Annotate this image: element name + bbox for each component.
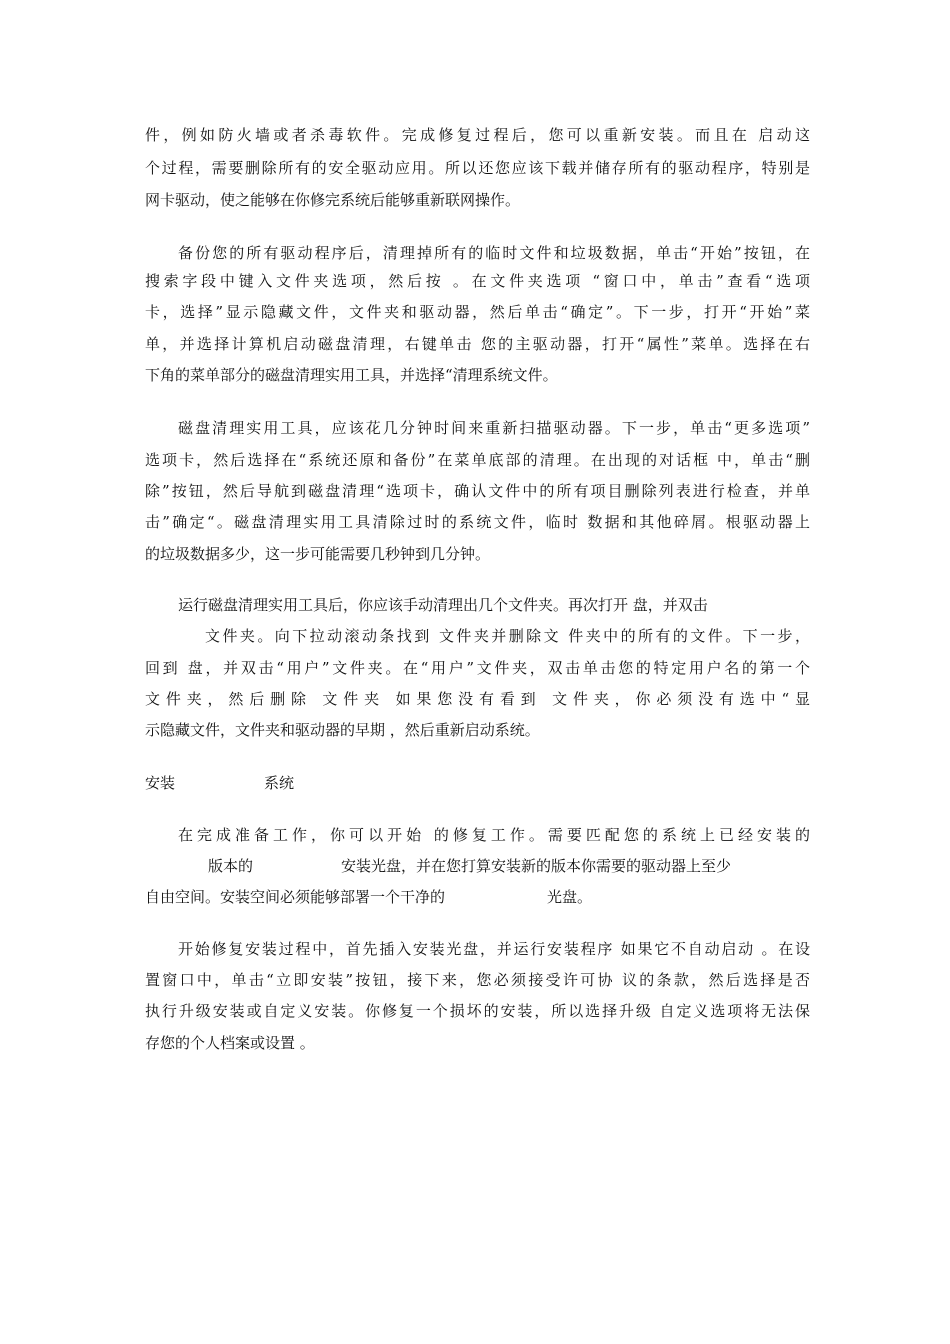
text-line: 光盘。 bbox=[547, 888, 593, 906]
text-line: 文件夹。向下拉动滚动条找到 文件夹并删除文 件夹中的所有的文件。下一步， bbox=[205, 627, 810, 645]
text-line: 单，并选择计算机启动磁盘清理，右键单击 您的主驱动器，打开“属性”菜单。选择在右 bbox=[145, 335, 810, 353]
text-line: 搜索字段中键入文件夹选项，然后按 。在文件夹选项 “窗口中，单击”查看“选项 bbox=[145, 272, 810, 290]
text-line: 选项卡，然后选择在“系统还原和备份”在菜单底部的清理。在出现的对话框 中，单击“删 bbox=[145, 451, 810, 469]
text-line: 置窗口中，单击“立即安装”按钮，接下来，您必须接受许可协 议的条款，然后选择是否 bbox=[145, 971, 810, 989]
text-line: 磁盘清理实用工具，应该花几分钟时间来重新扫描驱动器。下一步，单击“更多选项” bbox=[178, 419, 810, 437]
text-line: 除”按钮，然后导航到磁盘清理“选项卡，确认文件中的所有项目删除列表进行检查，并单 bbox=[145, 482, 810, 500]
text-line: 文件夹，然后删除 文件夹 如果您没有看到 文件夹，你必须没有选中“显 bbox=[145, 690, 810, 708]
text-line: 击”确定“。磁盘清理实用工具清除过时的系统文件，临时 数据和其他碎屑。根驱动器上 bbox=[145, 513, 810, 531]
text-line: 开始修复安装过程中，首先插入安装光盘，并运行安装程序 如果它不自动启动 。在设 bbox=[178, 940, 810, 958]
text-line: 件，例如防火墙或者杀毒软件。完成修复过程后，您可以重新安装。而且在 启动这 bbox=[145, 126, 810, 144]
text-line: 安装光盘，并在您打算安装新的版本你需要的驱动器上至少 bbox=[341, 857, 732, 875]
text-line: 存您的个人档案或设置 。 bbox=[145, 1034, 315, 1052]
text-line: 执行升级安装或自定义安装。你修复一个损坏的安装，所以选择升级 自定义选项将无法保 bbox=[145, 1002, 810, 1020]
text-line: 备份您的所有驱动程序后，清理掉所有的临时文件和垃圾数据，单击“开始”按钮，在 bbox=[178, 244, 810, 262]
text-line: 自由空间。安装空间必须能够部署一个干净的 bbox=[145, 888, 446, 906]
text-line: 下角的菜单部分的磁盘清理实用工具，并选择“清理系统文件。 bbox=[145, 366, 558, 384]
text-line: 的垃圾数据多少，这一步可能需要几秒钟到几分钟。 bbox=[145, 545, 491, 563]
text-line: 示隐藏文件，文件夹和驱动器的早期 ，然后重新启动系统。 bbox=[145, 721, 540, 739]
text-line: 在完成准备工作，你可以开始 的修复工作。需要匹配您的系统上已经安装的 bbox=[178, 826, 810, 844]
text-line: 版本的 bbox=[208, 857, 254, 875]
text-line: 回到 盘，并双击“用户”文件夹。在“用户”文件夹，双击单击您的特定用户名的第一个 bbox=[145, 659, 810, 677]
text-line: 卡，选择”显示隐藏文件，文件夹和驱动器，然后单击“确定”。下一步，打开“开始”菜 bbox=[145, 303, 810, 321]
text-line: 个过程，需要删除所有的安全驱动应用。所以还您应该下载并储存所有的驱动程序，特别是 bbox=[145, 159, 810, 177]
section-heading: 安装 bbox=[145, 774, 176, 792]
text-line: 网卡驱动，使之能够在你修完系统后能够重新联网操作。 bbox=[145, 191, 521, 209]
section-heading: 系统 bbox=[264, 774, 295, 792]
text-line: 运行磁盘清理实用工具后，你应该手动清理出几个文件夹。再次打开 盘，并双击 bbox=[178, 596, 708, 614]
